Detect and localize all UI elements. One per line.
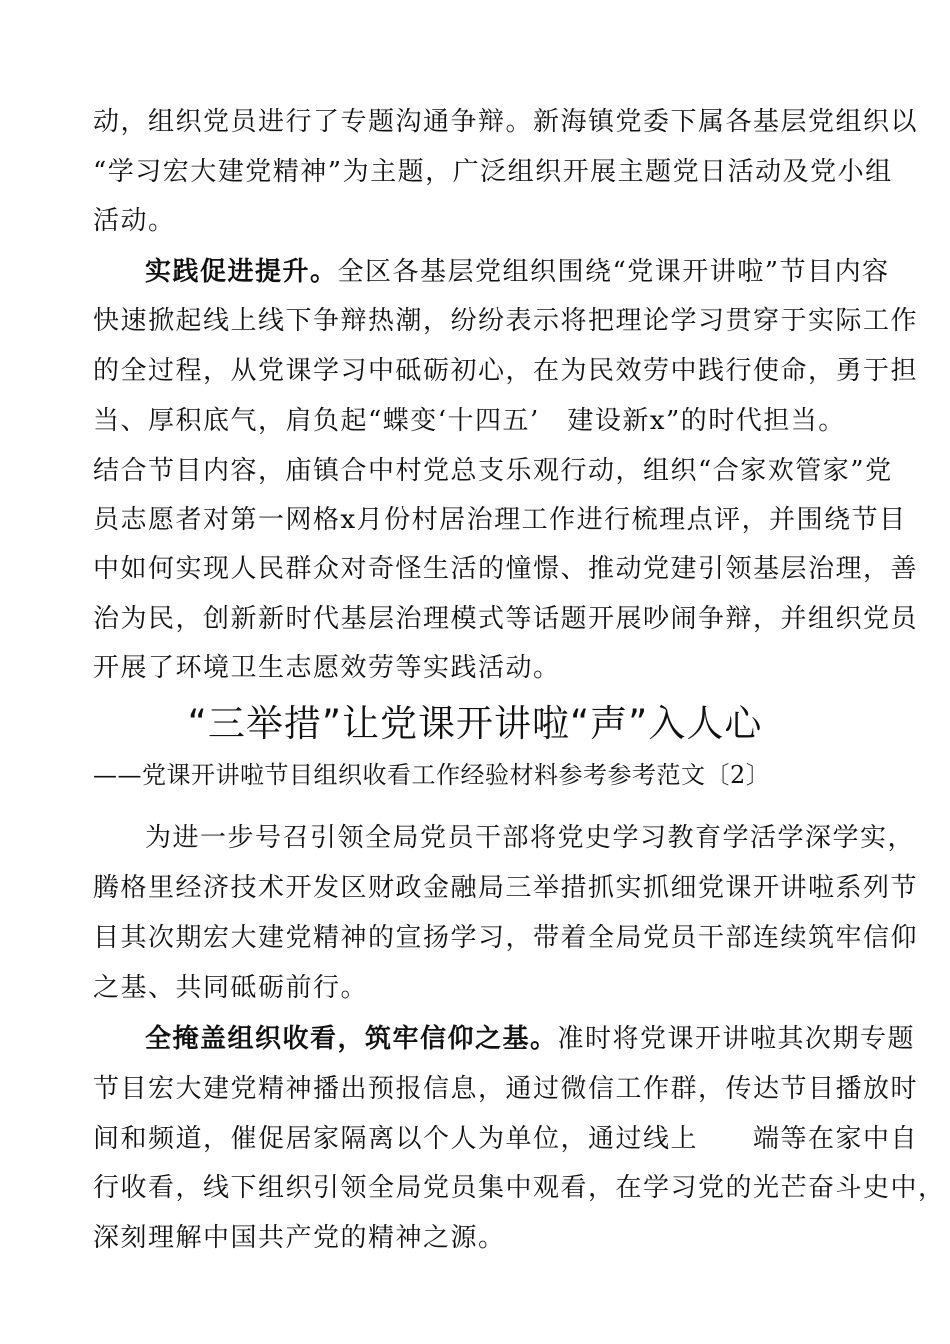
paragraph-first-line	[145, 256, 890, 288]
paragraph-line: 治为民，创新新时代基层治理模式等话题开展吵闹争辩，并组织党员	[93, 604, 919, 634]
paragraph-line: 目其次期宏大建党精神的宣扬学习，带着全局党员干部连续筑牢信仰	[93, 923, 919, 953]
paragraph-line: 开展了环境卫生志愿效劳等实践活动。	[93, 653, 561, 683]
paragraph-line: 当、厚积底气，肩负起“蝶变‘十四五’ 建设新x”的时代担当。	[93, 406, 846, 436]
paragraph-line: 员志愿者对第一网格x月份村居治理工作进行梳理点评，并围绕节目	[93, 505, 907, 535]
paragraph-line: 中如何实现人民群众对奇怪生活的憧憬、推动党建引领基层治理，善	[93, 554, 919, 584]
paragraph-line: “学习宏大建党精神”为主题，广泛组织开展主题党日活动及党小组	[93, 157, 893, 187]
paragraph-lead: 实践促进提升。	[145, 257, 338, 287]
paragraph-line: 深刻理解中国共产党的精神之源。	[93, 1223, 506, 1253]
paragraph-line: 间和频道，催促居家隔离以个人为单位，通过线上 端等在家中自	[93, 1124, 919, 1154]
paragraph-line: 结合节目内容，庙镇合中村党总支乐观行动，组织“合家欢管家”党	[93, 456, 893, 486]
paragraph-text: 准时将党课开讲啦其次期专题	[557, 1024, 916, 1054]
paragraph-first-line	[145, 1023, 916, 1055]
paragraph-line: 快速掀起线上线下争辩热潮，纷纷表示将把理论学习贯穿于实际工作	[93, 306, 919, 336]
paragraph-line: 动，组织党员进行了专题沟通争辩。新海镇党委下属各基层党组织以	[93, 107, 919, 137]
paragraph-line: 的全过程，从党课学习中砥砺初心，在为民效劳中践行使命，勇于担	[93, 356, 919, 386]
paragraph-line: 活动。	[93, 206, 176, 236]
paragraph-line: 节目宏大建党精神播出预报信息，通过微信工作群，传达节目播放时	[93, 1074, 919, 1104]
paragraph-lead: 全掩盖组织收看，筑牢信仰之基。	[145, 1024, 558, 1054]
article-subtitle: ——党课开讲啦节目组织收看工作经验材料参考参考范文〔2〕	[93, 761, 771, 789]
paragraph-first-line: 为进一步号召引领全局党员干部将党史学习教育学活学深学实，	[145, 823, 916, 853]
paragraph-line: 之基、共同砥砺前行。	[93, 973, 369, 1003]
paragraph-text: 全区各基层党组织围绕“党课开讲啦”节目内容	[337, 257, 890, 287]
article-title: “三举措”让党课开讲啦“声”入人心	[187, 702, 763, 745]
paragraph-line: 行收看，线下组织引领全局党员集中观看，在学习党的光芒奋斗史中，	[93, 1173, 946, 1203]
paragraph-line: 腾格里经济技术开发区财政金融局三举措抓实抓细党课开讲啦系列节	[93, 873, 919, 903]
